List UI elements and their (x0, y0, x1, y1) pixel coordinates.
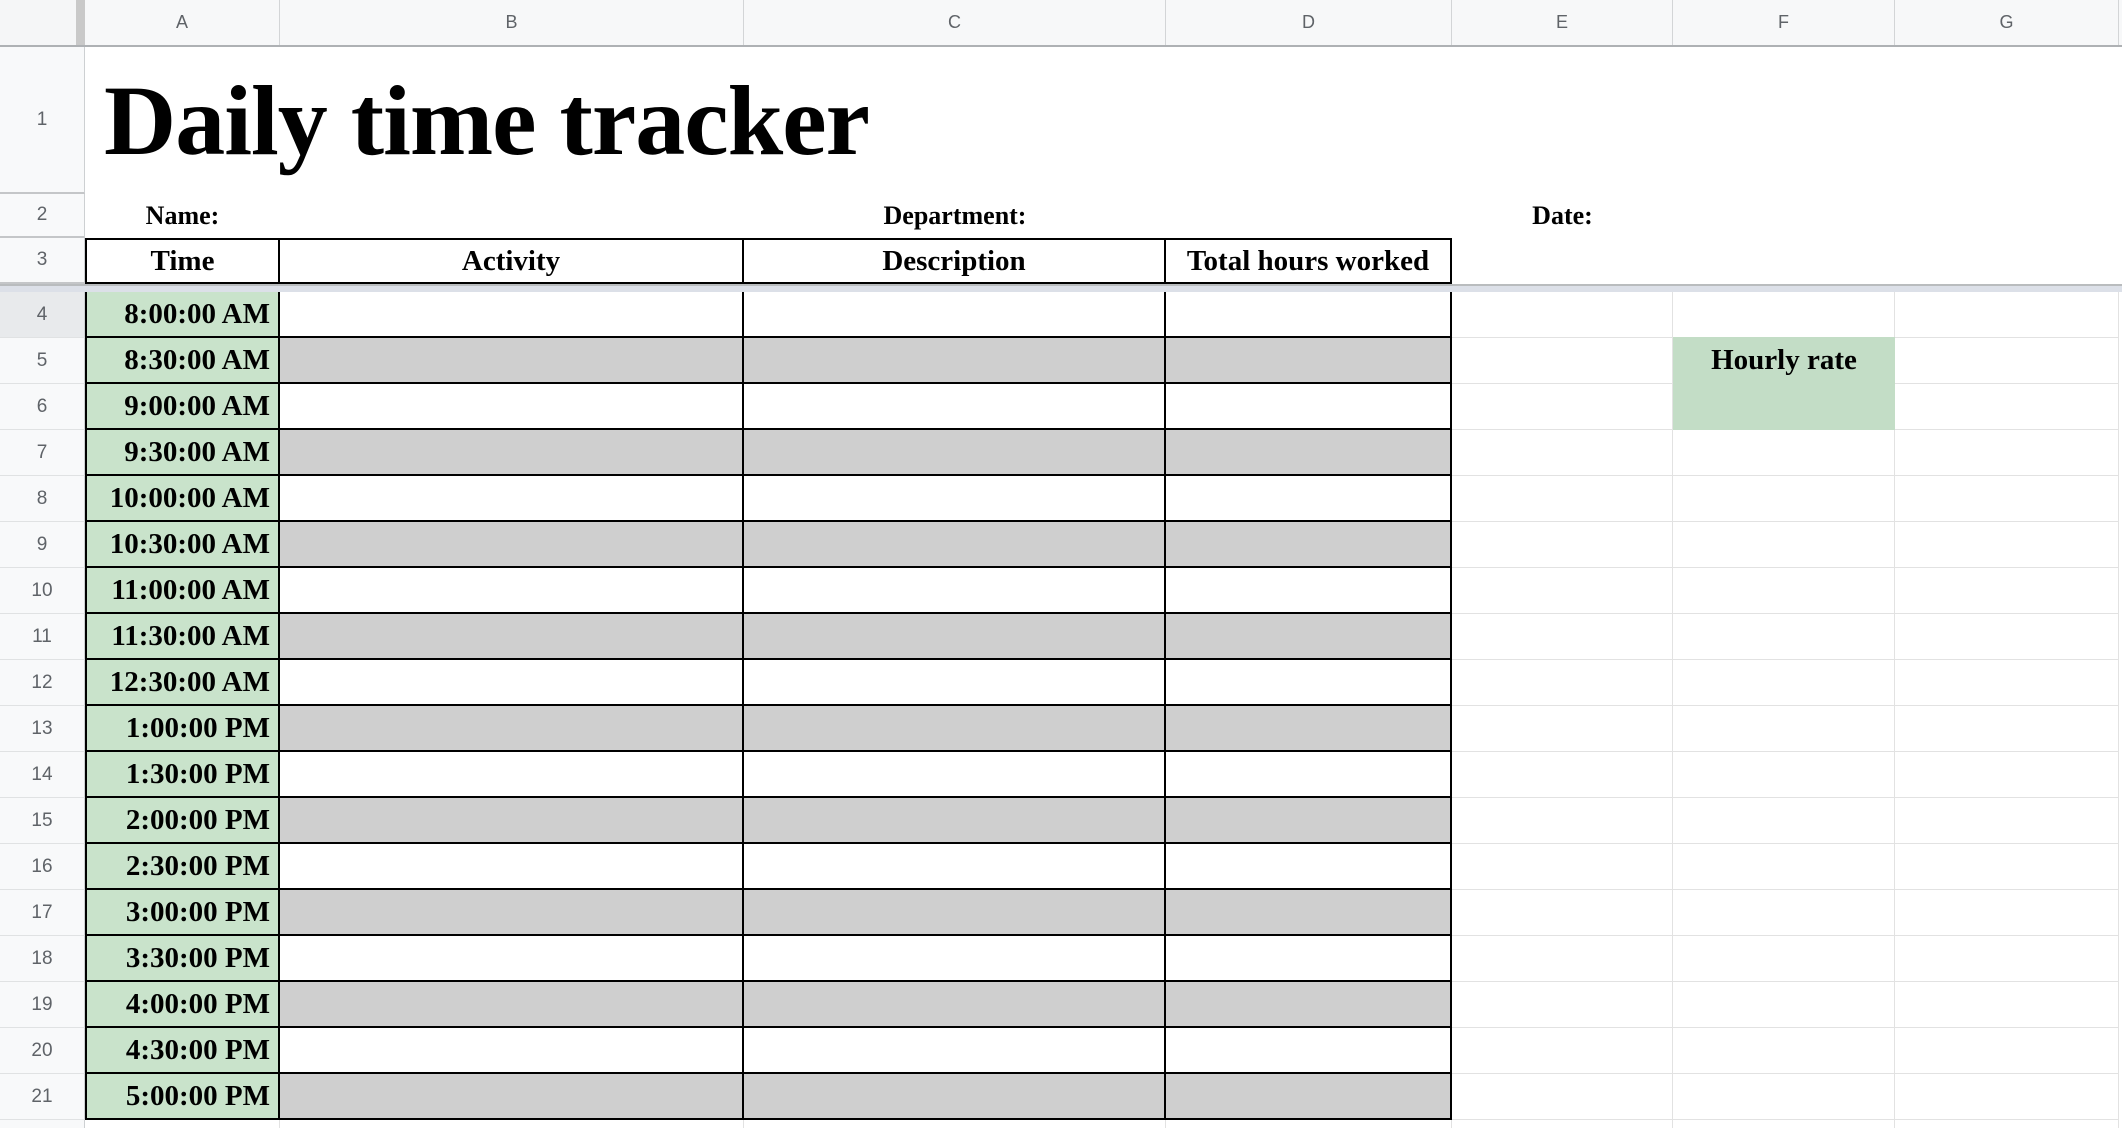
entry-cell[interactable] (1166, 338, 1452, 384)
cell-e3-g3[interactable] (1452, 238, 2122, 284)
grid-cell[interactable] (1673, 752, 1895, 798)
row-header-20[interactable]: 20 (0, 1028, 85, 1074)
entry-cell[interactable] (744, 338, 1166, 384)
entry-cell[interactable] (280, 660, 744, 706)
grid-cell[interactable] (1673, 476, 1895, 522)
grid-cell[interactable] (1673, 844, 1895, 890)
cell-partial (85, 1120, 280, 1128)
col-header-f[interactable]: F (1673, 0, 1895, 45)
entry-cell[interactable] (280, 982, 744, 1028)
entry-cell[interactable] (744, 660, 1166, 706)
column-header-row (0, 0, 2122, 47)
row-header-8[interactable]: 8 (0, 476, 85, 522)
entry-cell[interactable] (280, 936, 744, 982)
time-row (0, 476, 2122, 522)
entry-cell[interactable] (744, 706, 1166, 752)
grid-cell[interactable] (1895, 706, 2119, 752)
time-row (0, 982, 2122, 1028)
entry-cell[interactable] (280, 614, 744, 660)
entry-cell[interactable] (1166, 614, 1452, 660)
grid-cell[interactable] (1452, 798, 1673, 844)
time-row (0, 522, 2122, 568)
row-header-14[interactable]: 14 (0, 752, 85, 798)
entry-cell[interactable] (1166, 982, 1452, 1028)
table-header-time[interactable]: Time (85, 238, 280, 284)
grid-cell[interactable] (1895, 614, 2119, 660)
grid-cell[interactable] (1452, 752, 1673, 798)
time-cell[interactable]: 2:30:00 PM (85, 844, 280, 890)
cell-name-label[interactable] (85, 194, 280, 238)
time-cell[interactable]: 4:00:00 PM (85, 982, 280, 1028)
grid-cell[interactable] (1452, 292, 1673, 338)
cell-hourly-rate[interactable]: Hourly rate (1673, 337, 1895, 430)
table-header-total-hours[interactable]: Total hours worked (1166, 238, 1452, 284)
col-header-d[interactable]: D (1166, 0, 1452, 45)
time-cell[interactable]: 1:30:00 PM (85, 752, 280, 798)
row-2 (0, 194, 2122, 238)
entry-cell[interactable] (280, 890, 744, 936)
grid-cell[interactable] (1452, 1074, 1673, 1120)
time-row (0, 752, 2122, 798)
time-row (0, 660, 2122, 706)
row-header-16[interactable]: 16 (0, 844, 85, 890)
grid-cell[interactable] (1895, 1028, 2119, 1074)
entry-cell[interactable] (744, 982, 1166, 1028)
entry-cell[interactable] (280, 844, 744, 890)
entry-cell[interactable] (280, 752, 744, 798)
entry-cell[interactable] (744, 568, 1166, 614)
grid-cell[interactable] (1895, 338, 2119, 384)
row-header-19[interactable]: 19 (0, 982, 85, 1028)
grid-cell[interactable] (1895, 936, 2119, 982)
grid-cell[interactable] (1452, 614, 1673, 660)
row-header-9[interactable]: 9 (0, 522, 85, 568)
entry-cell[interactable] (1166, 844, 1452, 890)
grid-cell[interactable] (1895, 1074, 2119, 1120)
grid-cell[interactable] (1673, 292, 1895, 338)
row-header-21[interactable]: 21 (0, 1074, 85, 1120)
entry-cell[interactable] (744, 844, 1166, 890)
grid-cell[interactable] (1452, 384, 1673, 430)
grid-cell[interactable] (1452, 982, 1673, 1028)
entry-cell[interactable] (1166, 476, 1452, 522)
row-22-partial (0, 1120, 2122, 1128)
time-row (0, 430, 2122, 476)
grid-cell[interactable] (1673, 890, 1895, 936)
grid-cell[interactable] (1895, 384, 2119, 430)
cell-partial (1166, 1120, 1452, 1128)
freeze-handle[interactable] (76, 0, 85, 45)
cell-a1-title[interactable]: Daily time tracker (85, 47, 2122, 194)
entry-cell[interactable] (1166, 706, 1452, 752)
cell-f2-g2[interactable] (1673, 194, 2122, 238)
time-cell[interactable]: 1:00:00 PM (85, 706, 280, 752)
row-header-22-partial (0, 1120, 85, 1128)
time-cell[interactable]: 4:30:00 PM (85, 1028, 280, 1074)
grid-cell[interactable] (1895, 844, 2119, 890)
cell-partial (1673, 1120, 1895, 1128)
entry-cell[interactable] (744, 1028, 1166, 1074)
cell-partial (280, 1120, 744, 1128)
col-header-b[interactable]: B (280, 0, 744, 45)
entry-cell[interactable] (744, 292, 1166, 338)
time-cell[interactable]: 8:30:00 AM (85, 338, 280, 384)
grid-cell[interactable] (1452, 476, 1673, 522)
entry-cell[interactable] (1166, 798, 1452, 844)
cell-date-label[interactable] (1452, 194, 1673, 238)
grid-cell[interactable] (1452, 1028, 1673, 1074)
grid-cell[interactable] (1673, 1028, 1895, 1074)
grid-cell[interactable] (1452, 936, 1673, 982)
grid-cell[interactable] (1673, 660, 1895, 706)
time-cell[interactable]: 10:00:00 AM (85, 476, 280, 522)
row-header-7[interactable]: 7 (0, 430, 85, 476)
grid-cell[interactable] (1673, 430, 1895, 476)
time-row (0, 292, 2122, 338)
entry-cell[interactable] (280, 292, 744, 338)
row-header-1[interactable]: 1 (0, 47, 85, 194)
row-3 (0, 238, 2122, 284)
time-row (0, 1074, 2122, 1120)
entry-cell[interactable] (1166, 384, 1452, 430)
grid-cell[interactable] (1895, 568, 2119, 614)
entry-cell[interactable] (744, 522, 1166, 568)
grid-cell[interactable] (1895, 430, 2119, 476)
cell-partial (1452, 1120, 1673, 1128)
row-header-10[interactable]: 10 (0, 568, 85, 614)
entry-cell[interactable] (280, 1028, 744, 1074)
grid-cell[interactable] (1895, 890, 2119, 936)
grid-cell[interactable] (1895, 752, 2119, 798)
time-cell[interactable]: 5:00:00 PM (85, 1074, 280, 1120)
grid-cell[interactable] (1452, 338, 1673, 384)
entry-cell[interactable] (1166, 936, 1452, 982)
time-row (0, 1028, 2122, 1074)
entry-cell[interactable] (280, 798, 744, 844)
department-label: Department: (883, 201, 1027, 230)
entry-cell[interactable] (1166, 890, 1452, 936)
grid-cell[interactable] (1895, 292, 2119, 338)
entry-cell[interactable] (1166, 430, 1452, 476)
grid-cell[interactable] (1452, 706, 1673, 752)
cell-department-label[interactable] (744, 194, 1166, 238)
entry-cell[interactable] (744, 890, 1166, 936)
entry-cell[interactable] (744, 798, 1166, 844)
grid-cell[interactable] (1673, 568, 1895, 614)
col-header-e[interactable]: E (1452, 0, 1673, 45)
grid-cell[interactable] (1452, 844, 1673, 890)
entry-cell[interactable] (1166, 568, 1452, 614)
time-cell[interactable]: 11:00:00 AM (85, 568, 280, 614)
time-row (0, 614, 2122, 660)
row-header-12[interactable]: 12 (0, 660, 85, 706)
entry-cell[interactable] (280, 384, 744, 430)
time-cell[interactable]: 11:30:00 AM (85, 614, 280, 660)
time-cell[interactable]: 8:00:00 AM (85, 292, 280, 338)
table-header-activity[interactable]: Activity (280, 238, 744, 284)
frozen-rows-divider[interactable] (0, 284, 2122, 292)
grid-cell[interactable] (1452, 890, 1673, 936)
cell-partial (1895, 1120, 2119, 1128)
entry-cell[interactable] (280, 1074, 744, 1120)
grid-cell[interactable] (1452, 568, 1673, 614)
time-cell[interactable]: 2:00:00 PM (85, 798, 280, 844)
select-all-corner[interactable] (0, 0, 76, 45)
time-row (0, 568, 2122, 614)
entry-cell[interactable] (280, 706, 744, 752)
row-header-15[interactable]: 15 (0, 798, 85, 844)
time-row (0, 844, 2122, 890)
entry-cell[interactable] (280, 522, 744, 568)
entry-cell[interactable] (1166, 660, 1452, 706)
entry-cell[interactable] (744, 614, 1166, 660)
row-header-18[interactable]: 18 (0, 936, 85, 982)
row-header-4[interactable]: 4 (0, 292, 85, 338)
entry-cell[interactable] (744, 430, 1166, 476)
grid-cell[interactable] (1673, 798, 1895, 844)
time-row (0, 890, 2122, 936)
grid-cell[interactable] (1895, 982, 2119, 1028)
entry-cell[interactable] (1166, 522, 1452, 568)
time-cell[interactable]: 3:00:00 PM (85, 890, 280, 936)
grid-cell[interactable] (1895, 522, 2119, 568)
grid-cell[interactable] (1673, 706, 1895, 752)
time-cell[interactable]: 9:30:00 AM (85, 430, 280, 476)
grid-cell[interactable] (1673, 614, 1895, 660)
grid-cell[interactable] (1673, 522, 1895, 568)
time-row (0, 706, 2122, 752)
entry-cell[interactable] (1166, 752, 1452, 798)
entry-cell[interactable] (744, 1074, 1166, 1120)
entry-cell[interactable] (1166, 1074, 1452, 1120)
entry-cell[interactable] (280, 568, 744, 614)
row-header-13[interactable]: 13 (0, 706, 85, 752)
time-row (0, 936, 2122, 982)
grid-cell[interactable] (1895, 798, 2119, 844)
col-header-c[interactable]: C (744, 0, 1166, 45)
date-label: Date: (1532, 201, 1593, 230)
grid-cell[interactable] (1673, 936, 1895, 982)
time-cell[interactable]: 10:30:00 AM (85, 522, 280, 568)
col-header-a[interactable]: A (85, 0, 280, 45)
grid-cell[interactable] (1895, 660, 2119, 706)
grid-cell[interactable] (1673, 1074, 1895, 1120)
name-label: Name: (145, 201, 220, 230)
time-cell[interactable]: 12:30:00 AM (85, 660, 280, 706)
entry-cell[interactable] (1166, 1028, 1452, 1074)
grid-cell[interactable] (1452, 430, 1673, 476)
time-cell[interactable]: 9:00:00 AM (85, 384, 280, 430)
row-header-11[interactable]: 11 (0, 614, 85, 660)
grid-cell[interactable] (1452, 522, 1673, 568)
row-1 (0, 47, 2122, 194)
cell-partial (744, 1120, 1166, 1128)
entry-cell[interactable] (1166, 292, 1452, 338)
row-header-3[interactable]: 3 (0, 238, 85, 284)
row-header-17[interactable]: 17 (0, 890, 85, 936)
row-header-2[interactable]: 2 (0, 194, 85, 238)
time-cell[interactable]: 3:30:00 PM (85, 936, 280, 982)
entry-cell[interactable] (744, 752, 1166, 798)
grid-cell[interactable] (1895, 476, 2119, 522)
grid-cell[interactable] (1673, 982, 1895, 1028)
entry-cell[interactable] (744, 476, 1166, 522)
time-row (0, 798, 2122, 844)
grid-cell[interactable] (1452, 660, 1673, 706)
row-header-6[interactable]: 6 (0, 384, 85, 430)
cell-b2[interactable] (280, 194, 744, 238)
table-header-description[interactable]: Description (744, 238, 1166, 284)
cell-d2[interactable] (1166, 194, 1452, 238)
entry-cell[interactable] (280, 476, 744, 522)
entry-cell[interactable] (280, 338, 744, 384)
entry-cell[interactable] (744, 936, 1166, 982)
entry-cell[interactable] (280, 430, 744, 476)
entry-cell[interactable] (744, 384, 1166, 430)
col-header-g[interactable]: G (1895, 0, 2119, 45)
row-header-5[interactable]: 5 (0, 338, 85, 384)
